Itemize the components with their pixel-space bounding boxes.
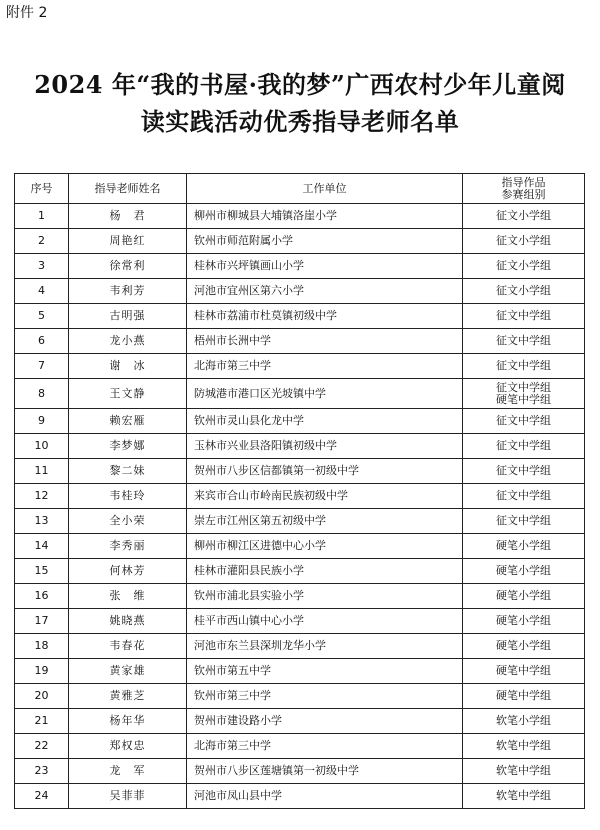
teacher-name: 全小荣 — [69, 509, 187, 534]
entry-group — [463, 584, 585, 609]
work-unit: 桂林市兴坪镇画山小学 — [187, 254, 463, 279]
entry-group — [463, 229, 585, 254]
teacher-name: 姚晓燕 — [69, 609, 187, 634]
table-body — [15, 204, 585, 809]
work-unit: 钦州市灵山县化龙中学 — [187, 409, 463, 434]
entry-group-label: 征文小学组 — [496, 209, 551, 222]
entry-group — [463, 759, 585, 784]
table-row — [15, 484, 585, 509]
teacher-name: 黎二妹 — [69, 459, 187, 484]
entry-group-label: 征文中学组 — [496, 359, 551, 372]
row-number: 22 — [15, 734, 69, 759]
header-entry-group-line-1: 指导作品 — [501, 175, 546, 189]
entry-group-label: 征文中学组 — [496, 464, 551, 477]
table-row — [15, 509, 585, 534]
entry-group-label: 征文中学组 — [496, 309, 551, 322]
table-row — [15, 784, 585, 809]
entry-group-label: 硬笔小学组 — [496, 564, 551, 577]
row-number: 12 — [15, 484, 69, 509]
entry-group — [463, 634, 585, 659]
entry-group-label: 硬笔中学组 — [496, 664, 551, 677]
entry-group — [463, 379, 585, 409]
work-unit: 北海市第三中学 — [187, 354, 463, 379]
row-number: 5 — [15, 304, 69, 329]
entry-group — [463, 709, 585, 734]
entry-group-label: 软笔中学组 — [496, 764, 551, 777]
teacher-name: 韦利芳 — [69, 279, 187, 304]
table-row — [15, 584, 585, 609]
table-row — [15, 409, 585, 434]
teacher-name: 龙 军 — [69, 759, 187, 784]
work-unit: 梧州市长洲中学 — [187, 329, 463, 354]
entry-group — [463, 609, 585, 634]
entry-group — [463, 329, 585, 354]
work-unit: 河池市凤山县中学 — [187, 784, 463, 809]
teacher-name: 黄家雄 — [69, 659, 187, 684]
teacher-name: 古明强 — [69, 304, 187, 329]
entry-group — [463, 659, 585, 684]
entry-group — [463, 409, 585, 434]
row-number: 23 — [15, 759, 69, 784]
document-title-line-2: 读实践活动优秀指导老师名单 — [140, 107, 460, 136]
teacher-name: 周艳红 — [69, 229, 187, 254]
work-unit: 贺州市八步区莲塘镇第一初级中学 — [187, 759, 463, 784]
entry-group-label: 征文小学组 — [496, 259, 551, 272]
work-unit: 钦州市第五中学 — [187, 659, 463, 684]
work-unit: 北海市第三中学 — [187, 734, 463, 759]
work-unit: 桂平市西山镇中心小学 — [187, 609, 463, 634]
teacher-roster-table — [14, 173, 585, 809]
entry-group-label: 硬笔小学组 — [496, 614, 551, 627]
entry-group — [463, 254, 585, 279]
row-number: 18 — [15, 634, 69, 659]
entry-group-label: 征文中学组 — [496, 414, 551, 427]
entry-group — [463, 509, 585, 534]
teacher-name: 杨年华 — [69, 709, 187, 734]
teacher-name: 韦桂玲 — [69, 484, 187, 509]
row-number: 10 — [15, 434, 69, 459]
table-row — [15, 279, 585, 304]
header-no: 序号 — [15, 174, 69, 204]
row-number: 3 — [15, 254, 69, 279]
table-row — [15, 254, 585, 279]
header-work-unit: 工作单位 — [187, 174, 463, 204]
row-number: 6 — [15, 329, 69, 354]
row-number: 1 — [15, 204, 69, 229]
work-unit: 河池市宜州区第六小学 — [187, 279, 463, 304]
work-unit: 桂林市灌阳县民族小学 — [187, 559, 463, 584]
teacher-name: 谢 冰 — [69, 354, 187, 379]
entry-group-label: 软笔中学组 — [496, 739, 551, 752]
entry-group-label: 征文小学组 — [496, 234, 551, 247]
row-number: 19 — [15, 659, 69, 684]
table-row — [15, 609, 585, 634]
teacher-name: 李秀丽 — [69, 534, 187, 559]
table-row — [15, 634, 585, 659]
teacher-name: 张 维 — [69, 584, 187, 609]
entry-group — [463, 484, 585, 509]
row-number: 15 — [15, 559, 69, 584]
header-entry-group — [463, 174, 585, 204]
entry-group — [463, 784, 585, 809]
entry-group-label: 硬笔中学组 — [496, 689, 551, 702]
row-number: 21 — [15, 709, 69, 734]
row-number: 7 — [15, 354, 69, 379]
teacher-name: 杨 君 — [69, 204, 187, 229]
teacher-name: 赖宏雁 — [69, 409, 187, 434]
table-row — [15, 304, 585, 329]
entry-group — [463, 204, 585, 229]
row-number: 24 — [15, 784, 69, 809]
work-unit: 贺州市八步区信都镇第一初级中学 — [187, 459, 463, 484]
work-unit: 贺州市建设路小学 — [187, 709, 463, 734]
work-unit: 来宾市合山市岭南民族初级中学 — [187, 484, 463, 509]
teacher-name: 徐常利 — [69, 254, 187, 279]
entry-group-label: 软笔小学组 — [496, 714, 551, 727]
teacher-name: 李梦娜 — [69, 434, 187, 459]
row-number: 9 — [15, 409, 69, 434]
work-unit: 钦州市浦北县实验小学 — [187, 584, 463, 609]
table-row — [15, 204, 585, 229]
entry-group-label: 征文中学组 — [496, 489, 551, 502]
header-entry-group-line-2: 参赛组别 — [501, 187, 546, 201]
entry-group-label: 征文中学组 — [496, 380, 551, 394]
entry-group — [463, 734, 585, 759]
document-title-line-1: 2024 年“我的书屋·我的梦”广西农村少年儿童阅 — [34, 70, 566, 99]
row-number: 17 — [15, 609, 69, 634]
row-number: 2 — [15, 229, 69, 254]
table-row — [15, 354, 585, 379]
table-row — [15, 709, 585, 734]
row-number: 8 — [15, 379, 69, 409]
table-row — [15, 329, 585, 354]
teacher-name: 韦春花 — [69, 634, 187, 659]
entry-group — [463, 434, 585, 459]
table-row — [15, 379, 585, 409]
entry-group-label: 征文小学组 — [496, 284, 551, 297]
teacher-name: 龙小燕 — [69, 329, 187, 354]
work-unit: 钦州市第三中学 — [187, 684, 463, 709]
entry-group-label: 软笔中学组 — [496, 789, 551, 802]
attachment-label: 附件 2 — [6, 5, 48, 21]
teacher-name: 王文静 — [69, 379, 187, 409]
row-number: 13 — [15, 509, 69, 534]
row-number: 16 — [15, 584, 69, 609]
table-row — [15, 459, 585, 484]
entry-group-label: 征文中学组 — [496, 439, 551, 452]
table-row — [15, 659, 585, 684]
table-row — [15, 534, 585, 559]
entry-group — [463, 459, 585, 484]
row-number: 11 — [15, 459, 69, 484]
teacher-name: 吴菲菲 — [69, 784, 187, 809]
work-unit: 柳州市柳江区进德中心小学 — [187, 534, 463, 559]
table-row — [15, 559, 585, 584]
entry-group — [463, 684, 585, 709]
entry-group — [463, 354, 585, 379]
entry-group-label: 征文中学组 — [496, 514, 551, 527]
teacher-name: 何林芳 — [69, 559, 187, 584]
table-header-row — [15, 174, 585, 204]
row-number: 4 — [15, 279, 69, 304]
table-row — [15, 229, 585, 254]
work-unit: 防城港市港口区光坡镇中学 — [187, 379, 463, 409]
header-teacher-name: 指导老师姓名 — [69, 174, 187, 204]
entry-group-label: 硬笔小学组 — [496, 539, 551, 552]
entry-group — [463, 534, 585, 559]
row-number: 20 — [15, 684, 69, 709]
row-number: 14 — [15, 534, 69, 559]
entry-group-label: 硬笔小学组 — [496, 639, 551, 652]
work-unit: 柳州市柳城县大埔镇洛崖小学 — [187, 204, 463, 229]
table-row — [15, 759, 585, 784]
entry-group — [463, 559, 585, 584]
entry-group-label: 硬笔中学组 — [496, 392, 551, 406]
teacher-name: 郑权忠 — [69, 734, 187, 759]
entry-group — [463, 279, 585, 304]
work-unit: 河池市东兰县深圳龙华小学 — [187, 634, 463, 659]
work-unit: 桂林市荔浦市杜莫镇初级中学 — [187, 304, 463, 329]
entry-group — [463, 304, 585, 329]
work-unit: 玉林市兴业县洛阳镇初级中学 — [187, 434, 463, 459]
entry-group-label: 硬笔小学组 — [496, 589, 551, 602]
entry-group-label: 征文中学组 — [496, 334, 551, 347]
work-unit: 崇左市江州区第五初级中学 — [187, 509, 463, 534]
teacher-name: 黄雅芝 — [69, 684, 187, 709]
table-row — [15, 734, 585, 759]
table-row — [15, 434, 585, 459]
table-row — [15, 684, 585, 709]
work-unit: 钦州市师范附属小学 — [187, 229, 463, 254]
